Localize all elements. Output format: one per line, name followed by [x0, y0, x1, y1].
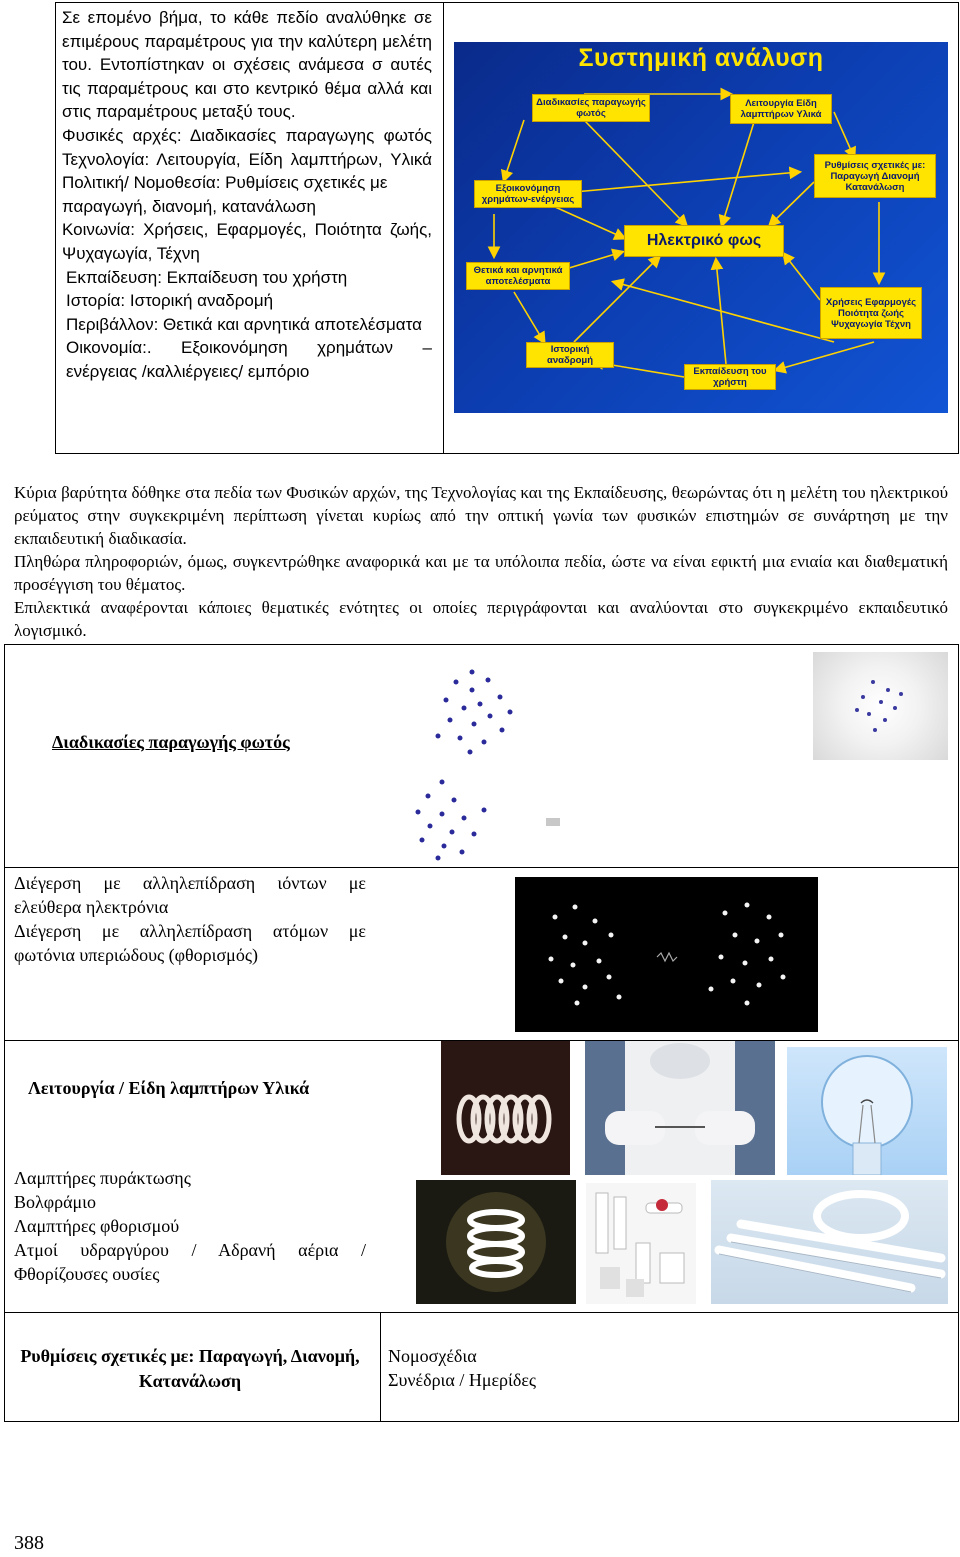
lamp-list-item: Ατμοί υδραργύρου / Αδρανή αέρια / Φθορίζουσες ουσίες [14, 1240, 366, 1284]
diagram-title: Συστημική ανάλυση [578, 44, 824, 72]
row-heading-lamp-types: Λειτουργία / Είδη λαμπτήρων Υλικά [28, 1078, 310, 1098]
row-regulations-list [388, 1344, 788, 1392]
intro-line: Ιστορία: Ιστορική αναδρομή [66, 291, 274, 311]
node-uses: Χρήσεις Εφαρμογές Ποιότητα ζωής Ψυχαγωγία Τέχνη [820, 287, 922, 339]
paragraph: Πληθώρα πληροφοριών, όμως, συγκεντρώθηκε αναφορικά και με τα υπόλοιπα πεδία, ώστε να είναι εφικτή μια ενιαία και διαθεματική προσέγγιση του θέματος. [14, 552, 948, 594]
light-bulb-image [787, 1047, 947, 1175]
regulations-list-item: Συνέδρια / Ημερίδες [388, 1370, 537, 1390]
regulations-list-item: Νομοσχέδια [388, 1346, 477, 1366]
lamp-list-item: Λαμπτήρες φθορισμού [14, 1216, 180, 1236]
intro-text [62, 6, 432, 384]
table-row-divider [4, 867, 959, 868]
atom-glow-image [813, 652, 948, 760]
node-light-production: Διαδικασίες παραγωγής φωτός [532, 94, 650, 122]
intro-line: Οικονομία:. Εξοικονόμηση χρημάτων – ενέργειας /καλλιέργειες/ εμπόριο [66, 338, 432, 381]
page-number: 388 [14, 1532, 44, 1554]
excitation-animation-image [515, 877, 818, 1032]
intro-divider [443, 2, 444, 454]
node-education: Εκπαίδευση του χρήστη [684, 364, 776, 390]
lamp-worker-image [585, 1041, 775, 1175]
node-history: Ιστορική αναδρομή [526, 342, 614, 368]
intro-line: Φυσικές αρχές: Διαδικασίες παραγωγης φωτός Τεχνολογία: Λειτουργία, Είδη λαμπτήρων, Υλικά Πολιτική/ Νομοθεσία: Ρυθμίσεις σχετικές με [62, 125, 432, 193]
row-excitation-text [14, 871, 366, 967]
coiled-filament-image [441, 1041, 570, 1175]
fluorescent-tubes-image [711, 1180, 948, 1304]
intro-line: Κοινωνία: Χρήσεις, Εφαρμογές, Ποιότητα ζωής, Ψυχαγωγία, Τέχνη [62, 220, 432, 263]
table-col-divider [380, 1312, 381, 1422]
node-center: Ηλεκτρικό φως [624, 225, 784, 257]
paragraph: Κύρια βαρύτητα δόθηκε στα πεδία των Φυσικών αρχών, της Τεχνολογίας και της Εκπαίδευσης, θεωρώντας ότι η μελέτη του ηλεκτρικού ρεύματος στην συγκεκριμένη περίπτωση γίνεται κυρίως από την οπτική γωνία των φυσικών επιστημών σε συνάρτηση με την εκπαιδευτική διαδικασία. [14, 483, 948, 548]
fluorescent-lamps-assortment-image [586, 1183, 696, 1304]
lamp-list-item: Λαμπτήρες πυράκτωσης [14, 1168, 191, 1188]
row-heading-light-production: Διαδικασίες παραγωγής φωτός [52, 732, 290, 752]
intro-line: Εκπαίδευση: Εκπαίδευση του χρήστη [66, 267, 348, 287]
excitation-line: Διέγερση με αλληλεπίδραση ιόντων με ελεύθερα ηλεκτρόνια [14, 873, 366, 917]
row-heading-regulations [14, 1344, 366, 1394]
intro-line: Περιβάλλον: Θετικά και αρνητικά αποτελέσματα [66, 314, 422, 334]
atom-diagram-image [390, 652, 555, 762]
excitation-line: Διέγερση με αλληλεπίδραση ατόμων με φωτόνια υπεριώδους (φθορισμός) [14, 921, 366, 965]
row-lamp-list [14, 1166, 366, 1286]
atom-excitation-image [398, 770, 578, 865]
node-effects: Θετικά και αρνητικά αποτελέσματα [466, 262, 570, 290]
intro-line: παραγωγή, διανομή, κατανάλωση [62, 196, 316, 216]
intro-line: Σε επομένο βήμα, το κάθε πεδίο αναλύθηκε σε επιμέρους παραμέτρους για την καλύτερη μελέτη του. Εντοπίστηκαν οι σχέσεις ανάμεσα σ αυτές τις παραμέτρους και στο κεντρικό θέμα αλλά και στις παραμέτρους μεταξύ τους. [62, 8, 432, 122]
systemic-analysis-diagram [454, 42, 948, 413]
body-paragraphs [14, 481, 948, 642]
node-lamp-types: Λειτουργία Είδη λαμπτήρων Υλικά [730, 94, 832, 124]
lamp-list-item: Βολφράμιο [14, 1192, 97, 1212]
table-row-divider [4, 1312, 959, 1313]
node-regulations: Ρυθμίσεις σχετικές με: Παραγωγή Διανομή Κατανάλωση [814, 154, 936, 198]
node-savings: Εξοικονόμηση χρημάτων-ενέργειας [474, 180, 582, 208]
spiral-cfl-image [416, 1180, 576, 1304]
paragraph: Επιλεκτικά αναφέρονται κάποιες θεματικές ενότητες οι οποίες περιγράφονται και αναλύονται στο συγκεκριμένο εκπαιδευτικό λογισμικό. [14, 598, 948, 640]
regulations-heading: Ρυθμίσεις σχετικές με: Παραγωγή, Διανομή, Κατανάλωση [20, 1346, 360, 1391]
